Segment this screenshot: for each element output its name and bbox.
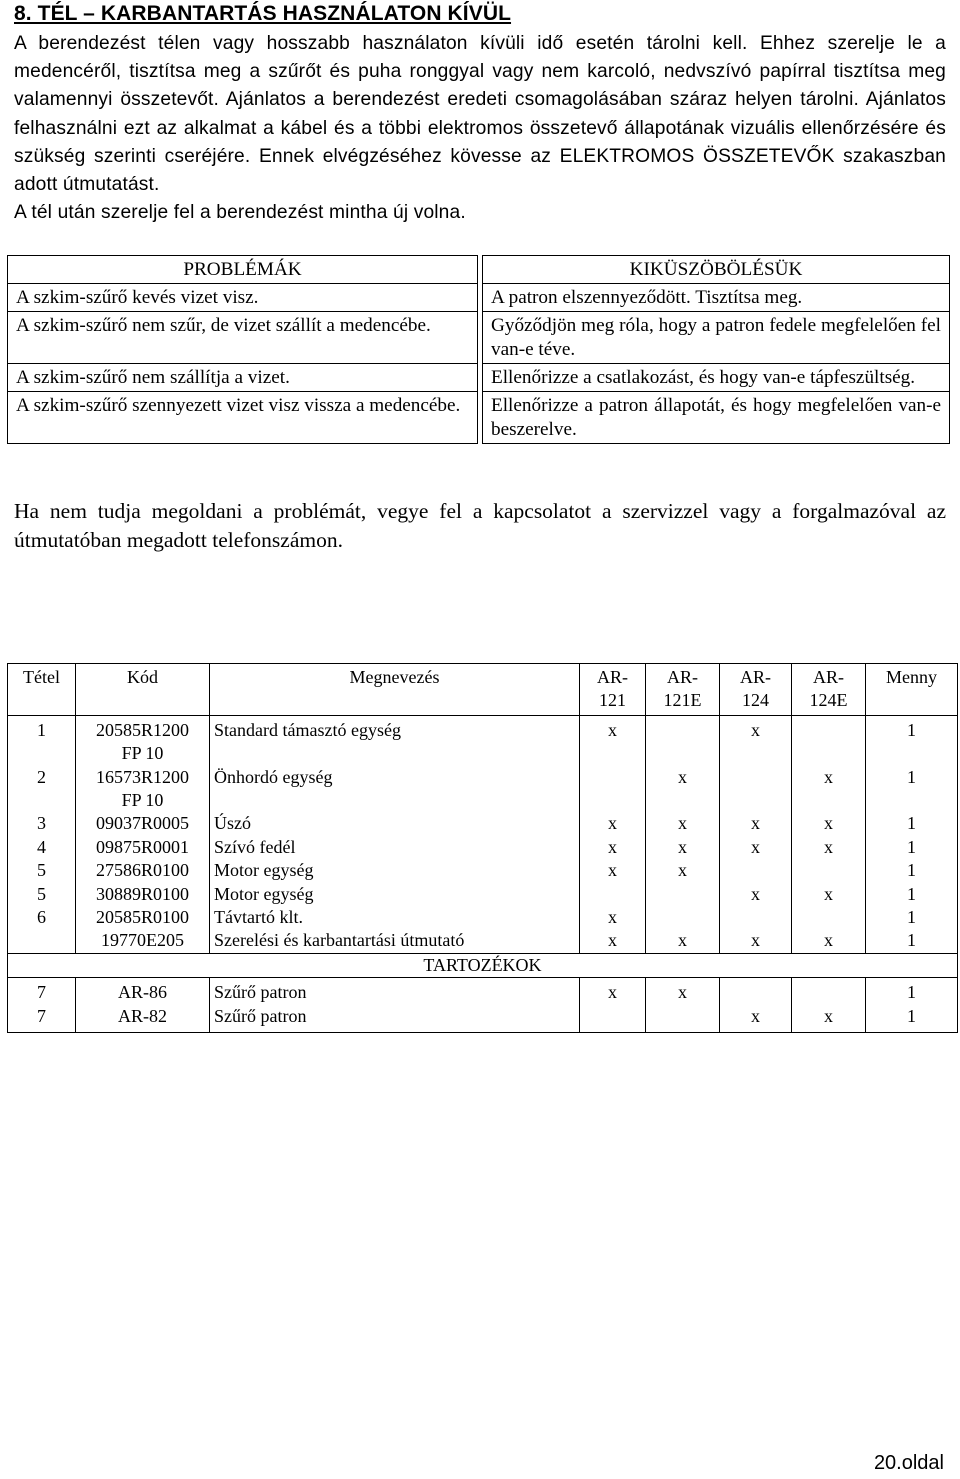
intro-paragraph: A berendezést télen vagy hosszabb használaton kívüli idő esetén tárolni kell. Ehhez szerelje le a medencéről, tisztítsa meg a szűrőt és puha ronggyal vagy nem karcoló, nedvszívó papírral tisztítsa meg valamennyi összetevőt. Ajánlatos a berendezést eredeti csomagolásában száraz helyen tárolni. Ajánlatos felhasználni ezt az alkalmat a kábel és a többi elektromos összetevő állapotának vizuális ellenőrzésére és szükség szerinti cseréjére. Ennek elvégzéséhez kövesse az ELEKTROMOS ÖSSZETEVŐK szakaszban adott útmutatást. (14, 33, 946, 196)
col-model-header: AR- 124 (720, 664, 792, 716)
parts-row: 5 30889R0100 Motor egység x x 1 (8, 883, 958, 906)
problem-cell: A szkim-szűrő nem szűr, de vizet szállít a medencébe. (8, 312, 478, 364)
accessories-header-row (8, 953, 958, 977)
parts-row: 5 27586R0100 Motor egység x x 1 (8, 859, 958, 882)
trouble-row (8, 284, 950, 312)
trouble-row (8, 364, 950, 392)
solution-cell: Ellenőrizze a patron állapotát, és hogy megfelelően van-e beszerelve. (483, 392, 950, 444)
solution-cell: Ellenőrizze a csatlakozást, és hogy van-e tápfeszültség. (483, 364, 950, 392)
solutions-header: KIKÜSZÖBÖLÉSÜK (483, 256, 950, 284)
col-model-header: AR- 121 (580, 664, 646, 716)
section-heading: 8. TÉL – KARBANTARTÁS HASZNÁLATON KÍVÜL (14, 2, 512, 25)
accessory-row: 7 AR-82 Szűrő patron x x 1 (8, 1005, 958, 1033)
trouble-row (8, 312, 950, 364)
accessory-row: 7 AR-86 Szűrő patron x x 1 (8, 978, 958, 1005)
solution-cell: A patron elszennyeződött. Tisztítsa meg. (483, 284, 950, 312)
trouble-row (8, 392, 950, 444)
col-code-header: Kód (76, 664, 210, 716)
contact-note: Ha nem tudja megoldani a problémát, vegye fel a kapcsolatot a szervizzel vagy a forgalmazóval az útmutatóban megadott telefonszámon. (14, 499, 946, 552)
parts-row: 19770E205 Szerelési és karbantartási útmutató x x x x 1 (8, 929, 958, 953)
parts-row: 6 20585R0100 Távtartó klt. x 1 (8, 906, 958, 929)
problem-cell: A szkim-szűrő nem szállítja a vizet. (8, 364, 478, 392)
parts-table (7, 663, 958, 1033)
problem-cell: A szkim-szűrő kevés vizet visz. (8, 284, 478, 312)
page-number: 20.oldal (873, 1452, 944, 1474)
parts-row: 1 20585R1200 FP 10 Standard támasztó egység x x 1 (8, 715, 958, 765)
intro-text (14, 30, 946, 227)
problem-cell: A szkim-szűrő szennyezett vizet visz vissza a medencébe. (8, 392, 478, 444)
troubleshooting-table (7, 255, 950, 444)
col-model-header: AR- 121E (646, 664, 720, 716)
col-model-header: AR- 124E (792, 664, 866, 716)
problems-header: PROBLÉMÁK (8, 256, 478, 284)
accessories-label: TARTOZÉKOK (8, 953, 958, 977)
col-item-header: Tétel (8, 664, 76, 716)
col-name-header: Megnevezés (210, 664, 580, 716)
intro-paragraph: A tél után szerelje fel a berendezést mintha új volna. (14, 202, 466, 224)
parts-row: 2 16573R1200 FP 10 Önhordó egység x x 1 (8, 766, 958, 813)
parts-header-row (8, 664, 958, 716)
solution-cell: Győződjön meg róla, hogy a patron fedele megfelelően fel van-e téve. (483, 312, 950, 364)
parts-row: 4 09875R0001 Szívó fedél x x x x 1 (8, 836, 958, 859)
col-qty-header: Menny (866, 664, 958, 716)
parts-row: 3 09037R0005 Úszó x x x x 1 (8, 812, 958, 835)
